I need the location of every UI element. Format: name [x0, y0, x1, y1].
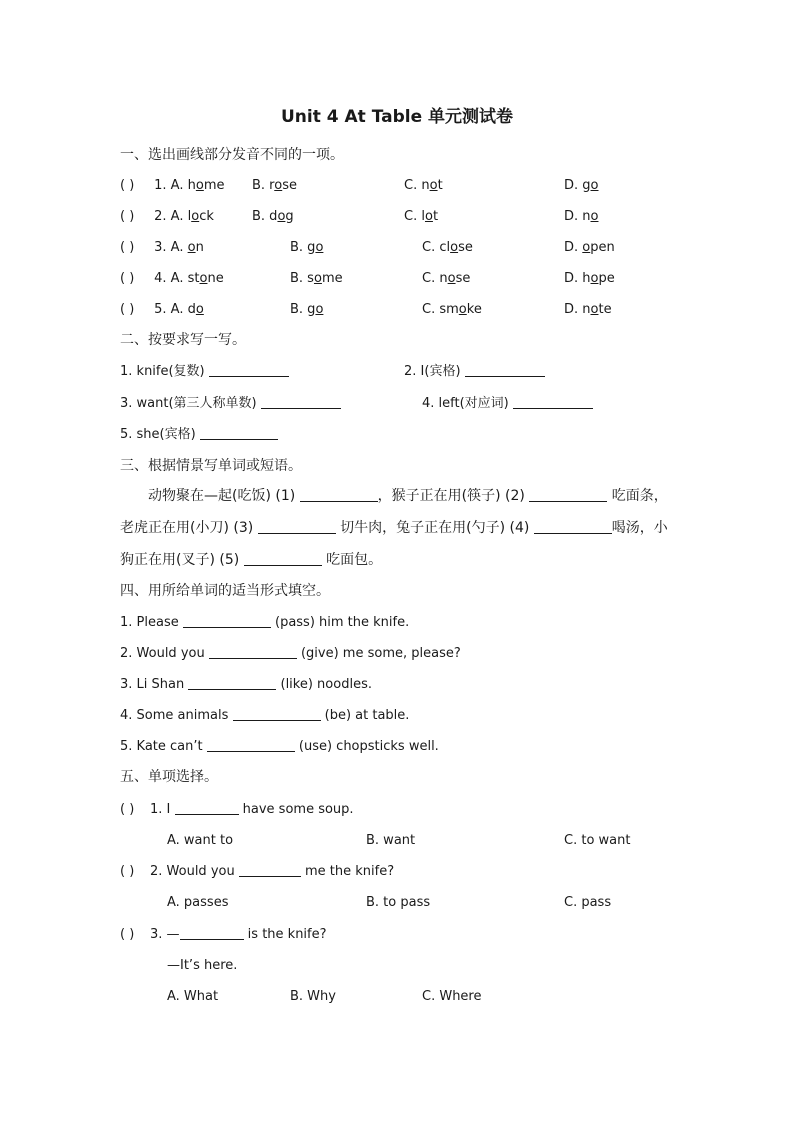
page-title: Unit 4 At Table 单元测试卷: [280, 107, 514, 127]
option-a: 5. A. do: [154, 302, 204, 317]
section-4-heading: 四、用所给单词的适当形式填空。: [120, 583, 330, 599]
answer-blank[interactable]: [513, 394, 593, 409]
option-c: C. nose: [422, 271, 471, 286]
option-b: B. go: [290, 240, 324, 255]
answer-blank[interactable]: [233, 706, 321, 721]
sec5-question-2: ( ) 2. Would you me the knife?: [120, 862, 394, 882]
sec4-question-5: 5. Kate can’t (use) chopsticks well.: [120, 739, 439, 754]
option-b: B. some: [290, 271, 343, 286]
sec4-question-4: 4. Some animals (be) at table.: [120, 708, 410, 723]
sec3-passage: 动物聚在—起(吃饭) (1) ，猴子正在用(筷子) (2) 吃面条，老虎正在用(小刀) (3) 切牛肉，兔子正在用(勺子) (4) 喝汤，小狗正在用(叉子) (5) 吃面包。: [120, 488, 668, 568]
sec5-q1-option-b: B. want: [366, 833, 416, 848]
sec5-question-3: ( ) 3. — is the knife?: [120, 925, 327, 945]
sec2-question-5: 5. she(宾格): [120, 425, 278, 445]
sec5-q1-option-a: A. want to: [167, 833, 234, 848]
answer-blank-2[interactable]: [529, 487, 607, 502]
option-d: D. go: [564, 178, 599, 193]
section-5-heading: 五、单项选择。: [120, 769, 218, 785]
answer-blank[interactable]: [188, 675, 276, 690]
sec5-q3-option-a: A. What: [167, 989, 219, 1004]
sec5-question-1: ( ) 1. I have some soup.: [120, 800, 354, 820]
sec5-q2-option-a: A. passes: [167, 895, 229, 910]
option-c: C. smoke: [422, 302, 482, 317]
option-c: C. close: [422, 240, 473, 255]
answer-blank[interactable]: [239, 862, 301, 877]
answer-blank[interactable]: [209, 644, 297, 659]
answer-blank[interactable]: [465, 362, 545, 377]
answer-blank-3[interactable]: [258, 519, 336, 534]
sec5-q3-option-b: B. Why: [290, 989, 336, 1004]
answer-paren[interactable]: ( ): [120, 927, 135, 942]
answer-paren[interactable]: ( ): [120, 240, 135, 255]
option-d: D. no: [564, 209, 599, 224]
sec4-question-2: 2. Would you (give) me some, please?: [120, 646, 461, 661]
answer-blank[interactable]: [180, 925, 244, 940]
sec2-question-1: 1. knife(复数): [120, 362, 289, 382]
answer-blank[interactable]: [207, 737, 295, 752]
answer-paren[interactable]: ( ): [120, 302, 135, 317]
sec4-question-3: 3. Li Shan (like) noodles.: [120, 677, 372, 692]
sec2-question-4: 4. left(对应词): [422, 394, 593, 414]
sec5-q3-option-c: C. Where: [422, 989, 482, 1004]
answer-blank[interactable]: [261, 394, 341, 409]
sec5-q1-option-c: C. to want: [564, 833, 631, 848]
section-2-heading: 二、按要求写一写。: [120, 332, 246, 348]
section-1-heading: 一、选出画线部分发音不同的一项。: [120, 147, 344, 163]
option-d: D. open: [564, 240, 615, 255]
answer-blank-4[interactable]: [534, 519, 612, 534]
option-b: B. go: [290, 302, 324, 317]
option-b: B. rose: [252, 178, 297, 193]
sec2-question-3: 3. want(第三人称单数): [120, 394, 341, 414]
option-a: 3. A. on: [154, 240, 204, 255]
section-3-heading: 三、根据情景写单词或短语。: [120, 458, 302, 474]
sec5-q2-option-b: B. to pass: [366, 895, 431, 910]
sec5-q2-option-c: C. pass: [564, 895, 612, 910]
answer-paren[interactable]: ( ): [120, 802, 135, 817]
option-d: D. hope: [564, 271, 615, 286]
answer-blank[interactable]: [200, 425, 278, 440]
option-c: C. not: [404, 178, 443, 193]
answer-blank-1[interactable]: [300, 487, 378, 502]
option-a: 2. A. lock: [154, 209, 214, 224]
answer-blank[interactable]: [209, 362, 289, 377]
option-b: B. dog: [252, 209, 294, 224]
option-a: 4. A. stone: [154, 271, 224, 286]
answer-blank[interactable]: [183, 613, 271, 628]
answer-blank[interactable]: [175, 800, 239, 815]
option-a: 1. A. home: [154, 178, 225, 193]
answer-blank-5[interactable]: [244, 551, 322, 566]
answer-paren[interactable]: ( ): [120, 864, 135, 879]
answer-paren[interactable]: ( ): [120, 271, 135, 286]
option-d: D. note: [564, 302, 612, 317]
answer-paren[interactable]: ( ): [120, 178, 135, 193]
option-c: C. lot: [404, 209, 439, 224]
answer-paren[interactable]: ( ): [120, 209, 135, 224]
sec4-question-1: 1. Please (pass) him the knife.: [120, 615, 410, 630]
sec5-q3-reply: —It’s here.: [167, 958, 238, 973]
sec2-question-2: 2. I(宾格): [404, 362, 545, 382]
